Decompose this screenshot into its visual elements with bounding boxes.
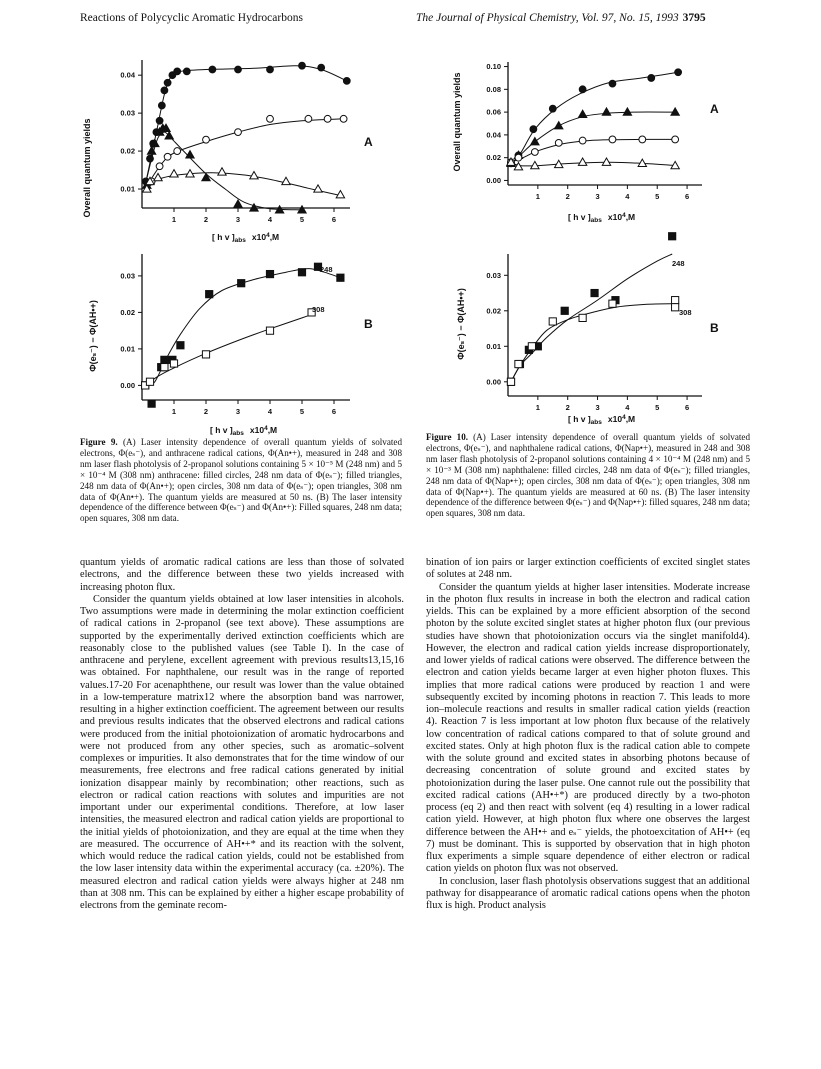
filled-circle-point (579, 86, 586, 93)
x-label-exp: 4 (622, 414, 626, 421)
open-triangle-point (218, 168, 226, 175)
paragraph: Consider the quantum yields at higher laser intensities. Moderate increase in the photon flux results in increase in both the electron and radical cation yields. This can be explained by a more efficient absorption of the second photon by the solute excited singlet states at higher photon flux (our previous studies have shown that photoionization occurs via the singlet manifold4). However, the electron and radical cation yields increase disproportionately, and lower yields of radical cations were observed. The difference between the electron and cation yields became larger at even higher photon fluxes. This implies that more radical cations were produced by reaction 1 and were subsequently excited by incoming photons in reaction 7. This leads to more ion–molecule reactions and results in smaller radical cation yields (reaction 4). Reaction 7 is less important at low photon flux because of the relatively low concentration of radical cations compared to that of solute ground and excited states. Only at high photon flux is the radical cation able to compete with the solute ground and excited states in absorbing photons because of decreasing concentration of solute ground and excited states by photoionization during the laser pulse. One cannot rule out the possibility that excited radical cations (AH•+*) are produced directly by a two-photon process (eq 2) and then react with solvent (eq 4) resulting in a lower radical cation yield. However, at high photon flux where one observes the largest difference between the AH•+ and eₛ⁻ yields, the photoexcitation of AH•+ (eq 7) must be dominant. This is supported by observation that in high photon flux experiments a simple square dependence of either electron or radical cation yields on photon flux was not observed. (426, 581, 750, 875)
filled-circle-point (147, 155, 154, 162)
x-tick-label: 5 (655, 192, 660, 201)
paragraph: quantum yields of aromatic radical cations are less than those of solvated electrons, and the difference between these two yields increased with increasing photon flux. (80, 557, 404, 593)
fit-curve (145, 313, 315, 385)
x-tick-label: 3 (595, 192, 600, 201)
caption-text: (A) Laser intensity dependence of overall quantum yields of solvated electrons, Φ(eₛ⁻), and anthracene radical cations, Φ(An•+), measured in 248 and 308 nm laser flash photolysis of 2-propanol solutions containing 5 × 10⁻⁵ M (248 nm) and 5 × 10⁻⁴ M (308 nm) anthracene: filled circles, 248 nm data of Φ(eₛ⁻); filled triangles, 248 nm data of Φ(An•+); open circles, 308 nm data of Φ(eₛ⁻); open triangles, 308 nm data of Φ(An•+). The quantum yields are measured at 50 ns. (B) The laser intensity dependence of the difference between Φ(eₛ⁻) and Φ(An•+): Filled squares, 248 nm data; open squares, 308 nm data. (80, 437, 402, 524)
filled-circle-point (164, 79, 171, 86)
x-tick-label: 2 (565, 192, 570, 201)
open-triangle-point (170, 170, 178, 177)
y-tick-label: 0.01 (486, 341, 501, 351)
filled-triangle-point (202, 173, 210, 180)
open-circle-point (555, 139, 562, 146)
y-tick-label: 0.02 (120, 307, 135, 317)
open-square-point (528, 343, 535, 350)
series-label-308: 308 (679, 308, 692, 317)
x-label-sub: abs (590, 419, 602, 426)
fit-curve (511, 254, 672, 382)
filled-triangle-point (623, 108, 631, 115)
caption-text: (A) Laser intensity dependence of overall quantum yields of solvated electrons, Φ(eₛ⁻), and naphthalene radical cations, Φ(Nap•+), measured in 248 and 308 nm laser flash photolysis of 2-propanol solutions containing 4 × 10⁻⁴ M (248 nm) and 5 × 10⁻³ M (308 nm) naphthalene: filled circles, 248 nm data of Φ(eₛ⁻); filled triangles, 248 nm data of Φ(Nap•+); open circles, 308 nm data of Φ(eₛ⁻); open triangles, 308 nm data of Φ(Nap•+). The quantum yields are measured at 60 ns. (B) The laser intensity dependence of the difference between Φ(eₛ⁻) and Φ(Nap•+): filled squares, 248 nm data; open squares, 308 nm data. (426, 432, 750, 519)
figure-9-panel-b (82, 246, 387, 438)
x-tick-label: 6 (684, 192, 690, 201)
figure-9-panel-a (82, 50, 387, 245)
figure-9-caption (80, 437, 402, 524)
x-tick-label: 4 (625, 403, 630, 412)
panel-label: B (710, 321, 719, 335)
x-label-tail: x10 (607, 414, 623, 424)
x-label-main: [ h v ] (568, 414, 591, 424)
journal-citation: The Journal of Physical Chemistry, Vol. 97, No. 15, 1993 (416, 12, 679, 24)
open-circle-point (340, 115, 347, 122)
series-label-248: 248 (672, 259, 685, 268)
x-label-tail: x10 (607, 212, 623, 222)
x-tick-label: 3 (595, 403, 600, 412)
filled-triangle-point (578, 110, 586, 117)
filled-square-point (561, 307, 568, 314)
y-tick-label: 0.02 (486, 306, 501, 316)
filled-circle-point (158, 102, 165, 109)
x-label-unit: ,M (267, 425, 278, 435)
filled-circle-point (648, 75, 655, 82)
open-circle-point (639, 136, 646, 143)
open-square-point (549, 318, 556, 325)
open-square-point (266, 327, 273, 334)
open-square-point (202, 351, 209, 358)
open-square-point (507, 378, 514, 385)
x-tick-label: 2 (565, 403, 570, 412)
axes (486, 254, 702, 412)
filled-square-point (337, 274, 344, 281)
x-tick-label: 3 (235, 215, 241, 224)
x-label-main: [ h v ] (210, 425, 233, 435)
x-tick-label: 4 (267, 407, 273, 416)
x-tick-label: 4 (267, 215, 273, 224)
axes (120, 254, 350, 416)
y-tick-label: 0.00 (120, 380, 135, 390)
y-tick-label: 0.01 (120, 184, 135, 194)
filled-square-point (238, 280, 245, 287)
open-circle-point (174, 148, 181, 155)
y-tick-label: 0.03 (120, 108, 135, 118)
open-circle-point (203, 136, 210, 143)
x-label-main: [ h v ] (212, 232, 235, 242)
open-circle-point (267, 115, 274, 122)
x-axis-label (210, 425, 277, 437)
y-tick-label: 0.06 (486, 107, 501, 117)
x-tick-label: 3 (235, 407, 241, 416)
filled-circle-point (235, 66, 242, 73)
open-triangle-point (154, 173, 162, 180)
y-tick-label: 0.01 (120, 344, 135, 354)
open-triangle-point (578, 158, 586, 165)
filled-circle-point (530, 126, 537, 133)
page-number: 3795 (682, 12, 706, 24)
filled-triangle-point (234, 200, 242, 207)
open-circle-point (515, 154, 522, 161)
filled-circle-point (318, 64, 325, 71)
x-tick-label: 6 (331, 215, 337, 224)
open-square-point (170, 360, 177, 367)
open-square-point (515, 360, 522, 367)
x-axis-label (568, 212, 635, 224)
panel-label: A (710, 102, 719, 116)
open-circle-point (672, 136, 679, 143)
data-points (142, 62, 350, 213)
x-tick-label: 1 (171, 215, 177, 224)
running-header-right (416, 12, 706, 24)
filled-square-point (161, 356, 168, 363)
y-tick-label: 0.04 (120, 70, 135, 80)
filled-triangle-point (671, 108, 679, 115)
left-column (80, 557, 404, 912)
open-circle-point (164, 153, 171, 160)
x-tick-label: 1 (535, 403, 540, 412)
axes (486, 62, 702, 201)
y-tick-label: 0.02 (486, 153, 501, 163)
filled-circle-point (299, 62, 306, 69)
y-tick-label: 0.10 (486, 62, 501, 72)
running-header-left: Reactions of Polycyclic Aromatic Hydrocarbons (80, 12, 303, 24)
open-triangle-point (336, 191, 344, 198)
x-tick-label: 6 (331, 407, 337, 416)
filled-circle-point (609, 80, 616, 87)
caption-label: Figure 9. (80, 437, 118, 447)
x-tick-label: 6 (684, 403, 690, 412)
paragraph: Consider the quantum yields obtained at low laser intensities in alcohols. Two assumptions were made in determining the molar extinction coefficient of radical cations in 2-propanol (see text above). These assumptions are supported by the experimentally derived extinction coefficients which are reasonably close to the published values (see Table I). In the case of anthracene and perylene, excellent agreement with previous results13,15,16 was obtained. For naphthalene, our result was in the range of reported values.17-20 For acenaphthene, our result was lower than the value obtained in a low-temperature matrix12 where the absorption band was narrower, resulting in a higher extinction coefficient. The agreement between our results and previous results indicates that the observed electrons and radical cations were produced from the initial photoionization of aromatic hydrocarbons and were not produced from any other species, such as aromatic–solvent complexes or impurities. It also demonstrates that for the time window of our measurements, free electrons and free radical cations generated by initial ionization disappear mainly by recombination; other reactions, such as electron or radical cation reactions with solutes and impurities are not important under our experimental conditions. Therefore, at low laser intensities, the measured electron and radical cation yields are proportional to the initial yields of photoionization, and they are equal at the time when they are measured. The occurrence of AH•+* and its reaction with the solvent, which would reduce the radical cation yields, could not be established from the low laser intensity data within the experimental accuracy (ca. ±20%). The measured electron and radical cation yields were always higher at 248 nm than at 308 nm. This can be explained by either a higher escape probability of electrons from the geminate recom- (80, 593, 404, 911)
open-circle-point (324, 115, 331, 122)
open-circle-point (235, 129, 242, 136)
open-square-point (609, 300, 616, 307)
x-label-tail: x10 (251, 232, 267, 242)
y-axis-label: Φ(eₛ⁻) − Φ(AH•+) (88, 300, 98, 372)
open-triangle-point (250, 172, 258, 179)
filled-circle-point (549, 105, 556, 112)
data-points (507, 233, 678, 386)
right-column (426, 557, 750, 912)
y-tick-label: 0.02 (120, 146, 135, 156)
fit-curves (511, 254, 675, 382)
x-label-sub: abs (232, 430, 244, 437)
filled-square-point (177, 342, 184, 349)
filled-circle-point (267, 66, 274, 73)
open-circle-point (156, 163, 163, 170)
y-tick-label: 0.00 (486, 175, 501, 185)
x-label-exp: 4 (266, 232, 270, 239)
x-label-unit: ,M (269, 232, 280, 242)
filled-circle-point (183, 68, 190, 75)
data-points (507, 69, 682, 170)
filled-circle-point (161, 87, 168, 94)
filled-square-point (206, 291, 213, 298)
filled-square-point (266, 270, 273, 277)
x-tick-label: 2 (203, 215, 209, 224)
x-tick-label: 5 (299, 215, 305, 224)
series-label-248: 248 (320, 265, 333, 274)
fit-curve (145, 66, 347, 186)
y-tick-label: 0.04 (486, 130, 501, 140)
filled-square-point (148, 400, 155, 407)
filled-square-point (669, 233, 676, 240)
series-label-308: 308 (312, 305, 325, 314)
open-triangle-point (602, 158, 610, 165)
x-tick-label: 5 (299, 407, 305, 416)
x-label-exp: 4 (264, 425, 268, 432)
open-square-point (672, 304, 679, 311)
y-tick-label: 0.08 (486, 84, 501, 94)
paragraph: In conclusion, laser flash photolysis observations suggest that an additional pathway for disappearance of aromatic radical cations opens when the photon flux is high. Product analysis (426, 875, 750, 911)
open-square-point (146, 378, 153, 385)
y-tick-label: 0.03 (486, 270, 501, 280)
x-label-tail: x10 (249, 425, 265, 435)
x-axis-label (212, 232, 279, 244)
paragraph: bination of ion pairs or larger extinction coefficients of excited singlet states of solutes at 248 nm. (426, 557, 750, 581)
filled-circle-point (209, 66, 216, 73)
y-axis-label: Overall quantum yields (452, 72, 462, 172)
open-square-point (161, 364, 168, 371)
figure-10-panel-a (452, 50, 742, 230)
panel-label: B (364, 317, 373, 331)
x-label-exp: 4 (622, 212, 626, 219)
x-tick-label: 1 (171, 407, 177, 416)
filled-circle-point (174, 68, 181, 75)
y-axis-label: Overall quantum yields (82, 118, 92, 218)
data-points (142, 263, 344, 407)
caption-label: Figure 10. (426, 432, 469, 442)
filled-circle-point (156, 117, 163, 124)
x-tick-label: 5 (655, 403, 660, 412)
filled-circle-point (343, 77, 350, 84)
open-square-point (579, 314, 586, 321)
open-circle-point (579, 137, 586, 144)
y-tick-label: 0.00 (486, 377, 501, 387)
open-circle-point (609, 136, 616, 143)
x-label-sub: abs (234, 237, 246, 244)
x-tick-label: 4 (625, 192, 630, 201)
x-label-sub: abs (590, 217, 602, 224)
figure-10-panel-b (452, 246, 742, 426)
x-tick-label: 1 (535, 192, 540, 201)
open-square-point (672, 297, 679, 304)
filled-circle-point (675, 69, 682, 76)
open-circle-point (531, 149, 538, 156)
x-axis-label (568, 414, 635, 426)
y-axis-label: Φ(eₛ⁻) − Φ(AH•+) (456, 288, 466, 360)
filled-triangle-point (531, 138, 539, 145)
figure-10-caption (426, 432, 750, 519)
open-triangle-point (282, 177, 290, 184)
filled-triangle-point (555, 122, 563, 129)
x-label-unit: ,M (625, 414, 636, 424)
x-label-unit: ,M (625, 212, 636, 222)
filled-square-point (298, 269, 305, 276)
x-label-main: [ h v ] (568, 212, 591, 222)
y-tick-label: 0.03 (120, 271, 135, 281)
panel-label: A (364, 135, 373, 149)
filled-square-point (591, 289, 598, 296)
open-triangle-point (314, 185, 322, 192)
x-tick-label: 2 (203, 407, 209, 416)
filled-triangle-point (602, 108, 610, 115)
open-circle-point (305, 115, 312, 122)
